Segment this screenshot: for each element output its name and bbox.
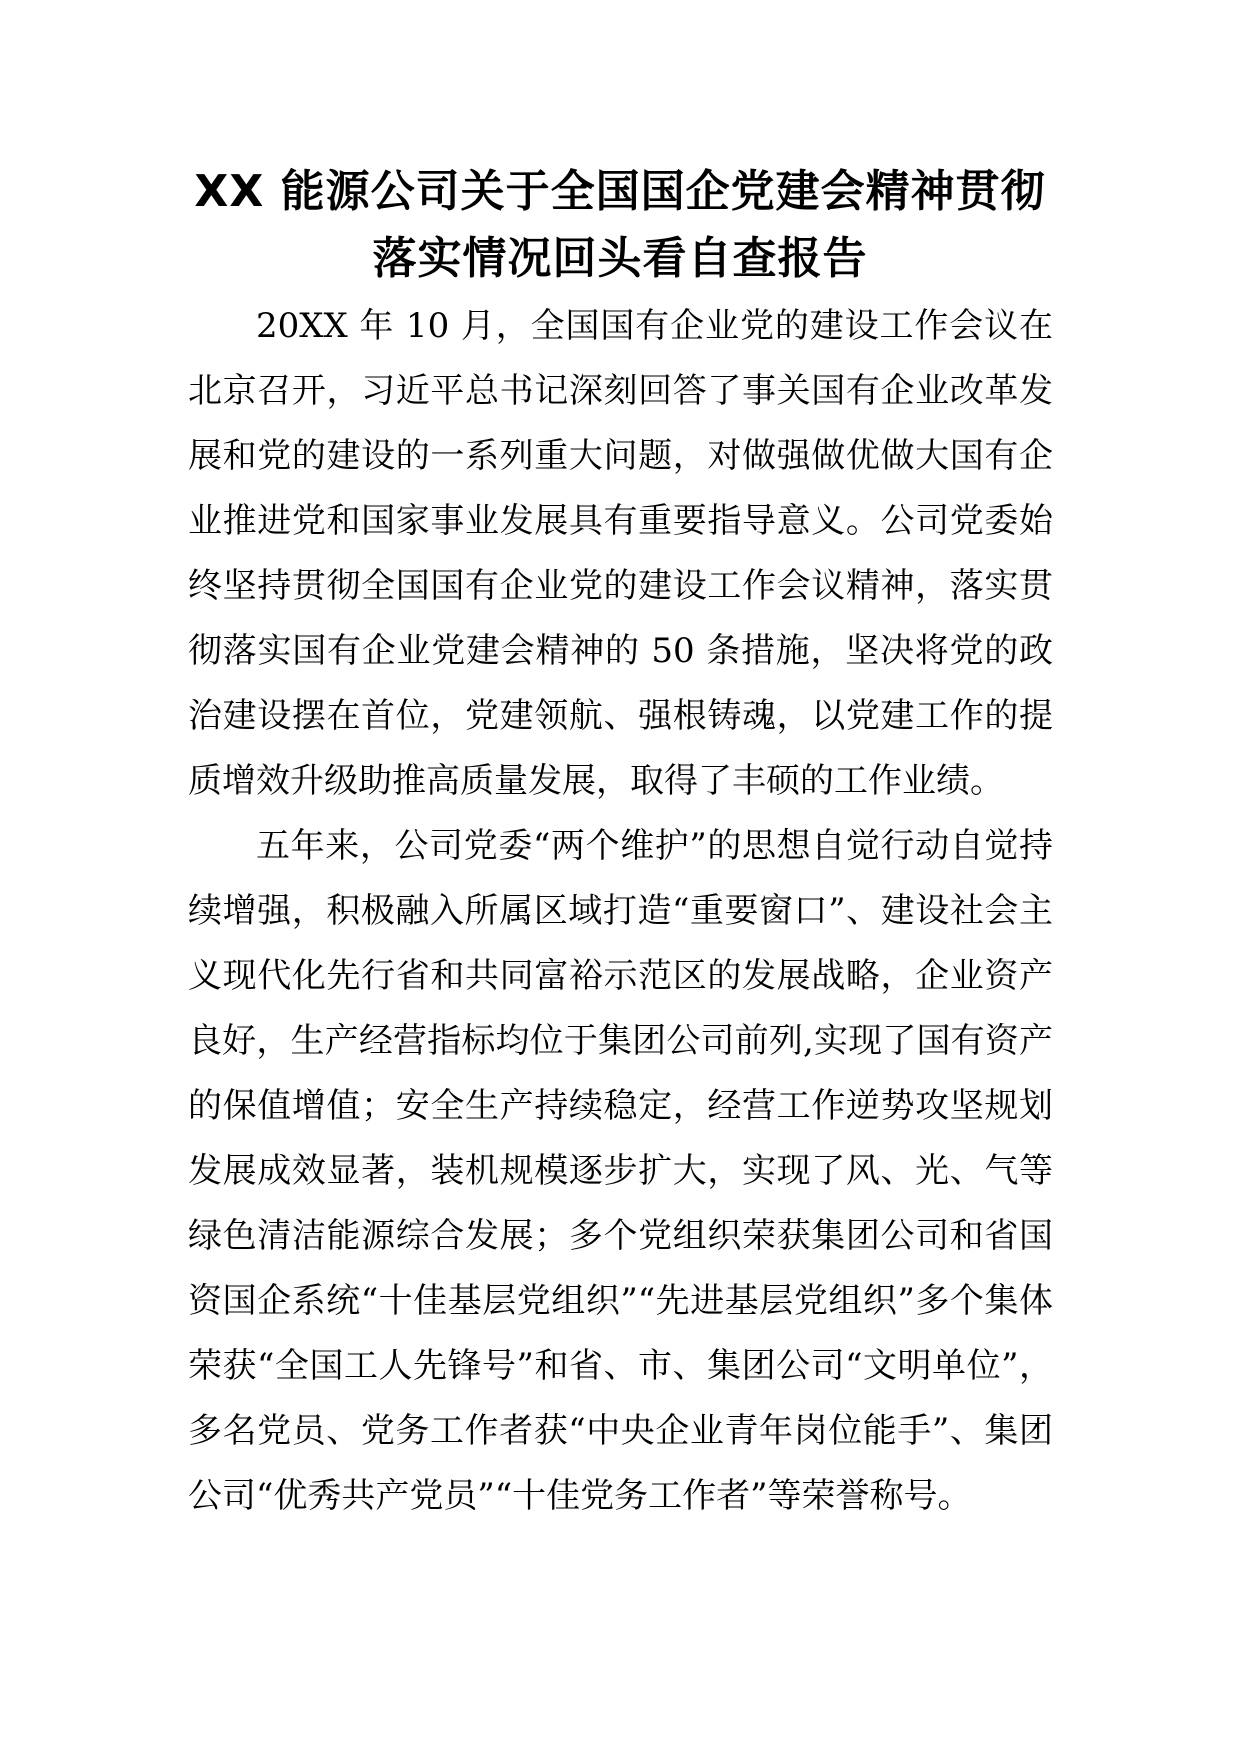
paragraph-2: 五年来，公司党委“两个维护”的思想自觉行动自觉持续增强，积极融入所属区域打造“重要窗口”、建设社会主义现代化先行省和共同富裕示范区的发展战略，企业资产良好，生产经营指标均位于集团公司前列,实现了国有资产的保值增值；安全生产持续稳定，经营工作逆势攻坚规划发展成效显著，装机规模逐步扩大，实现了风、光、气等绿色清洁能源综合发展；多个党组织荣获集团公司和省国资国企系统“十佳基层党组织”“先进基层党组织”多个集体荣获“全国工人先锋号”和省、市、集团公司“文明单位”，多名党员、党务工作者获“中央企业青年岗位能手”、集团公司“优秀共产党员”“十佳党务工作者”等荣誉称号。 [188,826,1053,1516]
title-line-2: 落实情况回头看自查报告 [372,233,868,284]
paragraph-1: 20XX 年 10 月，全国国有企业党的建设工作会议在北京召开，习近平总书记深刻回答了事关国有企业改革发展和党的建设的一系列重大问题，对做强做优做大国有企业推进党和国家事业发展具有重要指导意义。公司党委始终坚持贯彻全国国有企业党的建设工作会议精神，落实贯彻落实国有企业党建会精神的 50 条措施，坚决将党的政治建设摆在首位，党建领航、强根铸魂，以党建工作的提质增效升级助推高质量发展，取得了丰硕的工作业绩。 [188,306,1053,801]
title-line-1: XX 能源公司关于全国国企党建会精神贯彻 [194,166,1046,217]
document-body [188,294,1053,1529]
document-title [170,158,1070,292]
